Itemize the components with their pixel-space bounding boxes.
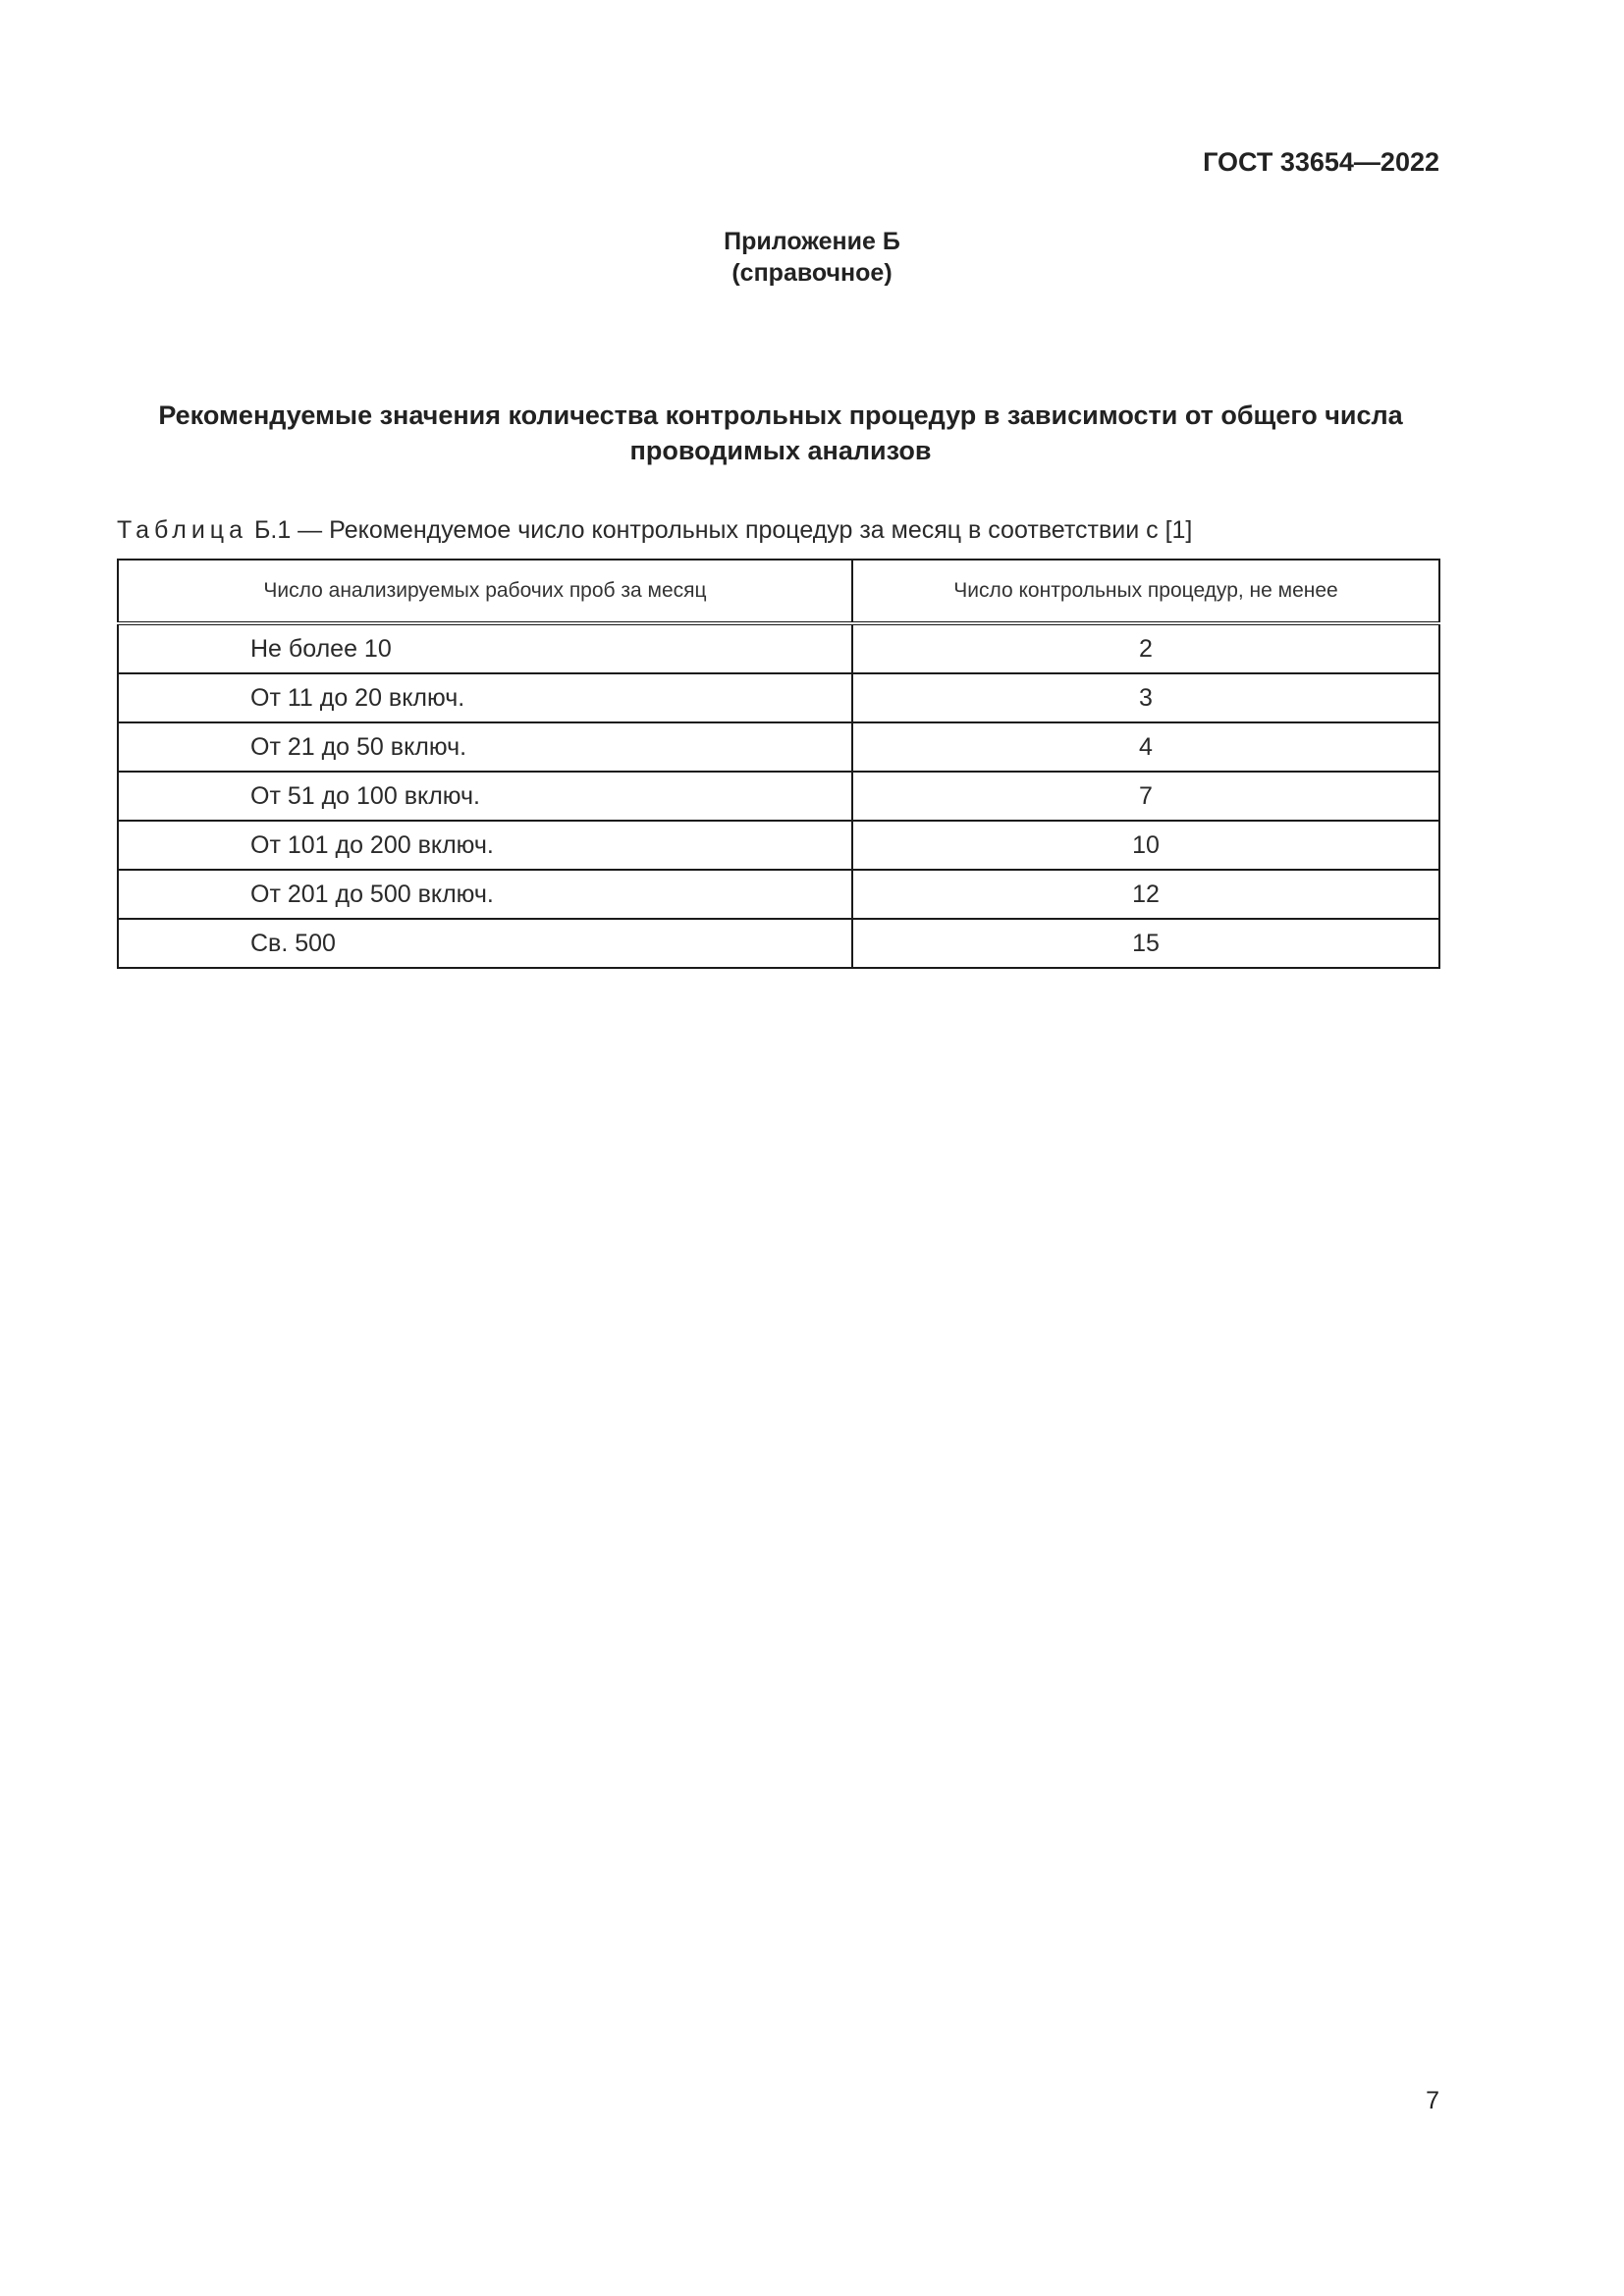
table-cell-samples: Не более 10 xyxy=(118,623,852,673)
section-title-line-2: проводимых анализов xyxy=(629,436,932,465)
table-header-row xyxy=(118,560,1439,623)
table-row xyxy=(118,772,1439,821)
table-cell-procedures: 10 xyxy=(852,821,1439,870)
table-row xyxy=(118,821,1439,870)
table-cell-samples: Св. 500 xyxy=(118,919,852,968)
document-code: ГОСТ 33654—2022 xyxy=(1203,147,1439,177)
table-cell-procedures: 4 xyxy=(852,722,1439,772)
page-number: 7 xyxy=(1426,2087,1439,2114)
table-cell-samples: От 201 до 500 включ. xyxy=(118,870,852,919)
table-caption-label: Таблица xyxy=(117,516,248,544)
appendix-heading xyxy=(0,226,1624,289)
table-cell-samples: От 21 до 50 включ. xyxy=(118,722,852,772)
table-cell-procedures: 7 xyxy=(852,772,1439,821)
table-cell-procedures: 15 xyxy=(852,919,1439,968)
table-row xyxy=(118,623,1439,673)
table-caption xyxy=(117,516,1192,545)
section-title xyxy=(118,398,1443,468)
table-cell-procedures: 3 xyxy=(852,673,1439,722)
table-cell-samples: От 101 до 200 включ. xyxy=(118,821,852,870)
table-cell-samples: От 51 до 100 включ. xyxy=(118,772,852,821)
table-caption-text: Б.1 — Рекомендуемое число контрольных процедур за месяц в соответствии с [1] xyxy=(247,516,1193,544)
table-cell-samples: От 11 до 20 включ. xyxy=(118,673,852,722)
table-row xyxy=(118,870,1439,919)
table-cell-procedures: 12 xyxy=(852,870,1439,919)
table-cell-procedures: 2 xyxy=(852,623,1439,673)
table-row xyxy=(118,722,1439,772)
procedures-table xyxy=(117,559,1440,969)
table-row xyxy=(118,673,1439,722)
table-header-procedures: Число контрольных процедур, не менее xyxy=(852,560,1439,623)
section-title-line-1: Рекомендуемые значения количества контрольных процедур в зависимости от общего числа xyxy=(158,400,1403,430)
appendix-title: Приложение Б xyxy=(724,228,900,255)
table-row xyxy=(118,919,1439,968)
appendix-subtitle: (справочное) xyxy=(731,259,893,287)
table-header-samples: Число анализируемых рабочих проб за месяц xyxy=(118,560,852,623)
